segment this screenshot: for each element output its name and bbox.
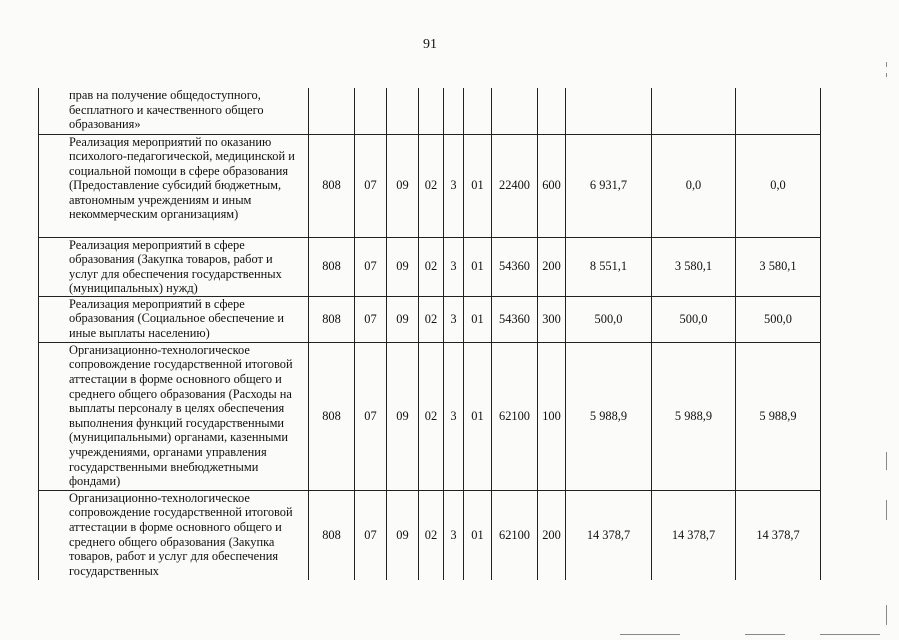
cell-direction <box>492 88 538 134</box>
cell-ministry: 808 <box>309 490 355 580</box>
row-description: Организационно-технологическое сопровождение государственной итоговой аттестации в форме основного общего и среднего общего образования (Расходы на выплаты персоналу в целях обеспечения выполнения функций государственными (муниципальными) органами, казенными учреждениями, органами управления государственными внебюджетными фондами) <box>39 342 309 490</box>
cell-subsection: 09 <box>387 342 419 490</box>
cell-direction: 62100 <box>492 490 538 580</box>
scan-mark <box>745 634 785 635</box>
table-row <box>39 490 821 580</box>
cell-section: 07 <box>355 342 387 490</box>
cell-subprogram: 01 <box>464 237 492 296</box>
cell-direction: 54360 <box>492 296 538 342</box>
cell-program <box>419 88 444 134</box>
cell-subprogram: 01 <box>464 342 492 490</box>
cell-expense-type: 100 <box>538 342 566 490</box>
scan-mark <box>886 62 887 67</box>
cell-section <box>355 88 387 134</box>
cell-amount-1: 8 551,1 <box>566 237 652 296</box>
row-description: Реализация мероприятий в сфере образования (Закупка товаров, работ и услуг для обеспечения государственных (муниципальных) нужд) <box>39 237 309 296</box>
cell-subprogram-type: 3 <box>444 237 464 296</box>
row-description: Организационно-технологическое сопровождение государственной итоговой аттестации в форме основного общего и среднего общего образования (Закупка товаров, работ и услуг для обеспечения государственных <box>39 490 309 580</box>
cell-section: 07 <box>355 296 387 342</box>
cell-subprogram <box>464 88 492 134</box>
cell-expense-type: 200 <box>538 490 566 580</box>
budget-table <box>38 88 821 580</box>
scan-mark <box>620 634 680 635</box>
scan-mark <box>886 73 887 77</box>
cell-ministry: 808 <box>309 134 355 237</box>
cell-subsection <box>387 88 419 134</box>
cell-subprogram: 01 <box>464 490 492 580</box>
cell-subsection: 09 <box>387 134 419 237</box>
cell-amount-1: 500,0 <box>566 296 652 342</box>
cell-amount-3: 14 378,7 <box>736 490 821 580</box>
cell-subprogram-type: 3 <box>444 134 464 237</box>
cell-direction: 62100 <box>492 342 538 490</box>
table-row <box>39 237 821 296</box>
cell-amount-3: 0,0 <box>736 134 821 237</box>
table-body <box>39 88 821 580</box>
cell-ministry: 808 <box>309 237 355 296</box>
cell-amount-1: 6 931,7 <box>566 134 652 237</box>
table-row <box>39 88 821 134</box>
cell-subprogram-type <box>444 88 464 134</box>
cell-amount-3: 5 988,9 <box>736 342 821 490</box>
row-description: Реализация мероприятий в сфере образования (Социальное обеспечение и иные выплаты населению) <box>39 296 309 342</box>
cell-expense-type: 600 <box>538 134 566 237</box>
cell-program: 02 <box>419 237 444 296</box>
cell-ministry: 808 <box>309 296 355 342</box>
cell-amount-2: 14 378,7 <box>652 490 736 580</box>
cell-subprogram-type: 3 <box>444 342 464 490</box>
cell-direction: 54360 <box>492 237 538 296</box>
cell-section: 07 <box>355 237 387 296</box>
row-description: прав на получение общедоступного, бесплатного и качественного общего образования» <box>39 88 309 134</box>
table-row <box>39 296 821 342</box>
table-row <box>39 134 821 237</box>
cell-subsection: 09 <box>387 237 419 296</box>
cell-subprogram-type: 3 <box>444 490 464 580</box>
cell-amount-3 <box>736 88 821 134</box>
cell-ministry: 808 <box>309 342 355 490</box>
cell-subsection: 09 <box>387 490 419 580</box>
cell-expense-type: 200 <box>538 237 566 296</box>
cell-amount-2: 3 580,1 <box>652 237 736 296</box>
cell-subprogram-type: 3 <box>444 296 464 342</box>
cell-amount-2: 0,0 <box>652 134 736 237</box>
cell-program: 02 <box>419 490 444 580</box>
scan-mark <box>886 605 887 625</box>
cell-amount-3: 500,0 <box>736 296 821 342</box>
cell-program: 02 <box>419 342 444 490</box>
scan-mark <box>886 500 887 520</box>
cell-amount-1: 5 988,9 <box>566 342 652 490</box>
cell-subprogram: 01 <box>464 296 492 342</box>
cell-ministry <box>309 88 355 134</box>
cell-amount-2: 5 988,9 <box>652 342 736 490</box>
scan-mark <box>886 452 887 470</box>
cell-subsection: 09 <box>387 296 419 342</box>
cell-expense-type: 300 <box>538 296 566 342</box>
cell-program: 02 <box>419 134 444 237</box>
table-row <box>39 342 821 490</box>
cell-program: 02 <box>419 296 444 342</box>
cell-section: 07 <box>355 490 387 580</box>
cell-amount-2 <box>652 88 736 134</box>
cell-expense-type <box>538 88 566 134</box>
cell-section: 07 <box>355 134 387 237</box>
cell-amount-2: 500,0 <box>652 296 736 342</box>
cell-direction: 22400 <box>492 134 538 237</box>
row-description: Реализация мероприятий по оказанию психолого-педагогической, медицинской и социальной помощи в сфере образования (Предоставление субсидий бюджетным, автономным учреждениям и иным некоммерческим организациям) <box>39 134 309 237</box>
page-number: 91 <box>423 37 437 52</box>
cell-amount-3: 3 580,1 <box>736 237 821 296</box>
scan-mark <box>820 634 880 635</box>
cell-amount-1 <box>566 88 652 134</box>
cell-amount-1: 14 378,7 <box>566 490 652 580</box>
cell-subprogram: 01 <box>464 134 492 237</box>
